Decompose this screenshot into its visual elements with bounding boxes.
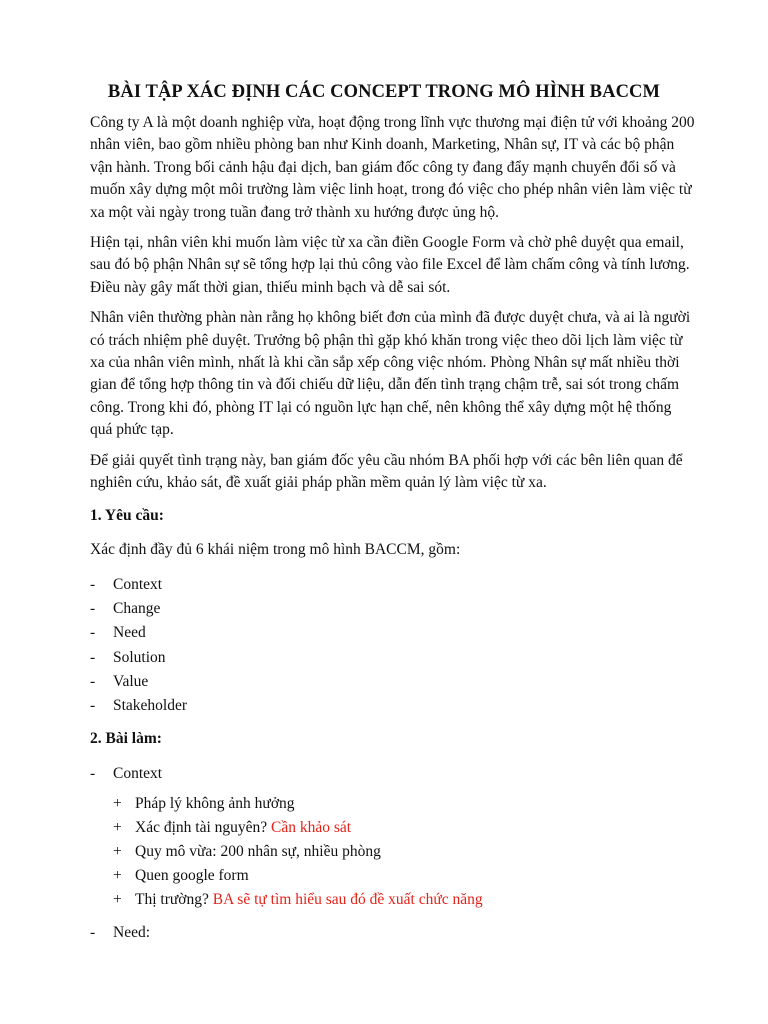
list-item (90, 670, 696, 694)
plus-bullet: + (113, 890, 122, 908)
dash-bullet: - (90, 696, 96, 714)
list-item (90, 694, 696, 718)
context-details-list (113, 792, 696, 911)
paragraph-company-intro: Công ty A là một doanh nghiệp vừa, hoạt động trong lĩnh vực thương mại điện tử với khoảng 200 nhân viên, bao gồm nhiều phòng ban như Kinh doanh, Marketing, Nhân sự, IT và các bộ phận vận hành. Trong bối cảnh hậu đại dịch, ban giám đốc công ty đang đẩy mạnh chuyển đổi số và muốn xây dựng một môi trường làm việc linh hoạt, trong đó việc cho phép nhân viên làm việc từ xa một vài ngày trong tuần đang trở thành xu hướng được ủng hộ. (90, 114, 695, 221)
concept-label: Context (113, 575, 163, 593)
concept-label: Solution (113, 648, 166, 666)
context-detail-text: Xác định tài nguyên? (135, 819, 272, 837)
concept-label: Value (113, 672, 149, 690)
answer-heading: 2. Bài làm: (90, 730, 162, 748)
concept-label: Need (113, 624, 146, 642)
plus-bullet: + (113, 795, 122, 813)
list-item (113, 864, 696, 888)
dash-bullet: - (90, 575, 96, 593)
requirements-intro: Xác định đầy đủ 6 khái niệm trong mô hình BACCM, gồm: (90, 540, 461, 558)
document-title: BÀI TẬP XÁC ĐỊNH CÁC CONCEPT TRONG MÔ HÌNH BACCM (107, 82, 661, 102)
dash-bullet: - (90, 924, 96, 942)
plus-bullet: + (113, 842, 122, 860)
dash-bullet: - (90, 765, 96, 783)
paragraph-complaints: Nhân viên thường phàn nàn rằng họ không biết đơn của mình đã được duyệt chưa, và ai là người có trách nhiệm phê duyệt. Trưởng bộ phận thì gặp khó khăn trong việc theo dõi lịch làm việc từ xa của nhân viên mình, nhất là khi cần sắp xếp công việc nhóm. Phòng Nhân sự mất nhiều thời gian để tổng hợp thông tin và đối chiếu dữ liệu, dẫn đến tình trạng chậm trễ, sai sót trong chấm công. Trong khi đó, phòng IT lại có nguồn lực hạn chế, nên không thể xây dựng một hệ thống quá phức tạp. (90, 309, 691, 439)
paragraph-current-process: Hiện tại, nhân viên khi muốn làm việc từ xa cần điền Google Form và chờ phê duyệt qua email, sau đó bộ phận Nhân sự sẽ tổng hợp lại thủ công vào file Excel để làm chấm công và tính lương. Điều này gây mất thời gian, thiếu minh bạch và dễ sai sót. (90, 234, 690, 296)
list-item (113, 888, 696, 912)
answer-need-list (90, 921, 696, 945)
list-item (90, 621, 696, 645)
paragraph-request: Để giải quyết tình trạng này, ban giám đốc yêu cầu nhóm BA phối hợp với các bên liên quan để nghiên cứu, khảo sát, đề xuất giải pháp phần mềm quản lý làm việc từ xa. (90, 451, 683, 492)
dash-bullet: - (90, 624, 96, 642)
context-detail-text: Quen google form (135, 866, 249, 884)
context-label: Context (113, 765, 163, 783)
list-item (113, 792, 696, 816)
context-detail-text: Quy mô vừa: 200 nhân sự, nhiều phòng (135, 842, 381, 860)
list-item (113, 816, 696, 840)
list-item (113, 840, 696, 864)
dash-bullet: - (90, 600, 96, 618)
plus-bullet: + (113, 819, 122, 837)
answer-context-list (90, 762, 696, 786)
concept-label: Stakeholder (113, 696, 188, 714)
need-label: Need: (113, 924, 151, 942)
list-item (90, 921, 696, 945)
context-detail-note: Cần khảo sát (271, 819, 352, 837)
list-item (90, 573, 696, 597)
list-item (90, 762, 696, 786)
context-detail-note: BA sẽ tự tìm hiểu sau đó đề xuất chức năng (212, 890, 483, 908)
context-detail-text: Pháp lý không ảnh hưởng (135, 795, 295, 813)
baccm-concept-list (90, 573, 696, 718)
requirements-heading: 1. Yêu cầu: (90, 506, 164, 524)
concept-label: Change (113, 600, 161, 618)
list-item (90, 597, 696, 621)
dash-bullet: - (90, 672, 96, 690)
context-detail-text: Thị trường? (135, 890, 213, 908)
dash-bullet: - (90, 648, 96, 666)
list-item (90, 646, 696, 670)
plus-bullet: + (113, 866, 122, 884)
